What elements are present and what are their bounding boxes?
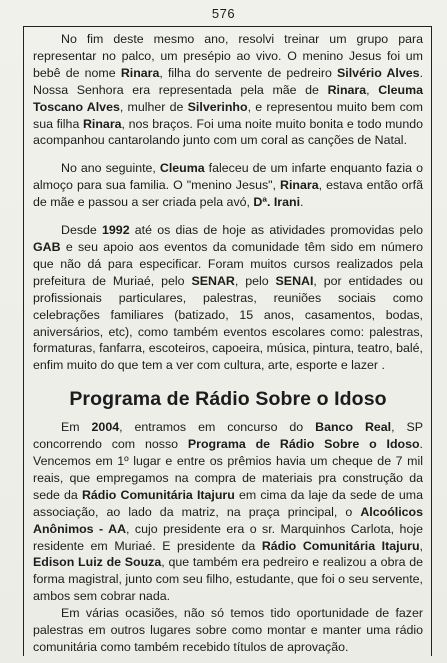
bold-text: Banco Real [315,420,392,435]
text-run: , [419,538,423,553]
bold-text: Rinara [82,116,122,131]
bold-text: Rinara [280,178,319,193]
bold-text: SENAR [191,273,235,288]
bold-text: GAB [33,239,61,254]
text-run: , e representou muito bem com sua filha [33,99,423,131]
text-run: , pelo [234,273,276,288]
bold-text: Silverinho [187,99,248,114]
text-run: , estava então orfã de mãe e passou a ser criada pela avó, [33,178,423,210]
text-run: , filha do servente de pedreiro [159,65,338,80]
text-run: faleceu de um infarte enquanto fazia o almoço para sua familia. O "menino Jesus", [33,161,423,193]
bold-text: Edison Luiz de Souza [33,555,162,570]
text-run: . Vencemos em 1º lugar e entre os prêmios havia um cheque de 7 mil reais, que empregamos na compra de materiais pra construção da sede da [33,437,423,502]
paragraphs-before [33,31,423,374]
section-heading: Programa de Rádio Sobre o Idoso [69,388,387,411]
bold-text: Rádio Comunitária Itajuru [261,538,420,553]
text-run: , entramos em concurso do [119,420,316,435]
bold-text: Dª. Irani [253,195,301,210]
text-run: , mulher de [119,99,188,114]
text-run: . [300,195,304,210]
text-run: em cima da laje da sede de uma associação, ao lado da matriz, na praça principal, o [33,487,423,519]
bold-text: Rinara [327,82,367,97]
paragraph [33,160,423,211]
text-run: , por entidades ou profissionais particulares, palestras, reuniões sociais como celebrações familiares (batizado, 15 anos, casamentos, bodas, aniversários, etc), como também eventos escolares como: palestras, formaturas, fanfarra, escoteiros, capoeira, música, pintura, teatro, balé, enfim muito do que tem a ver com cultura, arte, esporte e lazer . [33,273,423,373]
bold-text: Programa de Rádio Sobre o Idoso [187,437,420,452]
text-run: Desde [61,223,103,238]
bold-text: Cleuma [159,161,205,176]
text-run: , SP concorrendo com nosso [33,420,424,452]
text-run: , cujo presidente era o sr. Marquinhos Carlota, hoje residente em Muriaé. E presidente da [33,521,423,553]
bold-text: Rádio Comunitária Itajuru [81,487,235,502]
page-number: 576 [211,6,236,21]
bold-text: SENAI [275,273,314,288]
text-run: , que também era pedreiro e realizou a obra de forma magistral, junto com seu filho, estudante, que foi o seu servente, ambos sem cobrar nada. [33,555,424,604]
text-run: No fim deste mesmo ano, resolvi treinar um grupo para representar no palco, um presépio ao vivo. O menino Jesus foi um bebê de nome [33,32,423,80]
paragraph [33,31,423,149]
text-run: até os dias de hoje as atividades promovidas pelo [129,223,423,238]
bold-text: Cleuma Toscano Alves [33,82,423,114]
paragraph [33,605,423,656]
text-run: , nos braços. Foi uma noite muito bonita e todo mundo acompanhou cantarolando junto com um coral as canções de Natal. [33,116,423,148]
paragraph [33,222,423,374]
text-run: . Nossa Senhora era representada pela mãe de [33,65,424,97]
bold-text: Rinara [120,65,160,80]
bold-text: Alcoólicos Anônimos - AA [33,504,423,536]
text-run: e seu apoio aos eventos da comunidade têm sido em número que não dá para especificar. Foram muitos cursos realizados pela prefeitura de Muriaé, pelo [33,239,423,288]
paragraph [33,419,423,605]
text-run: Em várias ocasiões, não só temos tido oportunidade de fazer palestras em outros lugares sobre como montar e manter uma rádio comunitária como também recebido títulos de aprovação. [33,606,423,654]
text-run: No ano seguinte, [61,161,160,176]
bold-text: Silvério Alves [337,65,420,80]
bold-text: 2004 [91,420,120,435]
text-frame [23,26,432,656]
bold-text: 1992 [102,223,130,238]
text-run: Em [61,420,92,435]
text-run: , [366,82,379,97]
paragraphs-after [33,419,423,656]
